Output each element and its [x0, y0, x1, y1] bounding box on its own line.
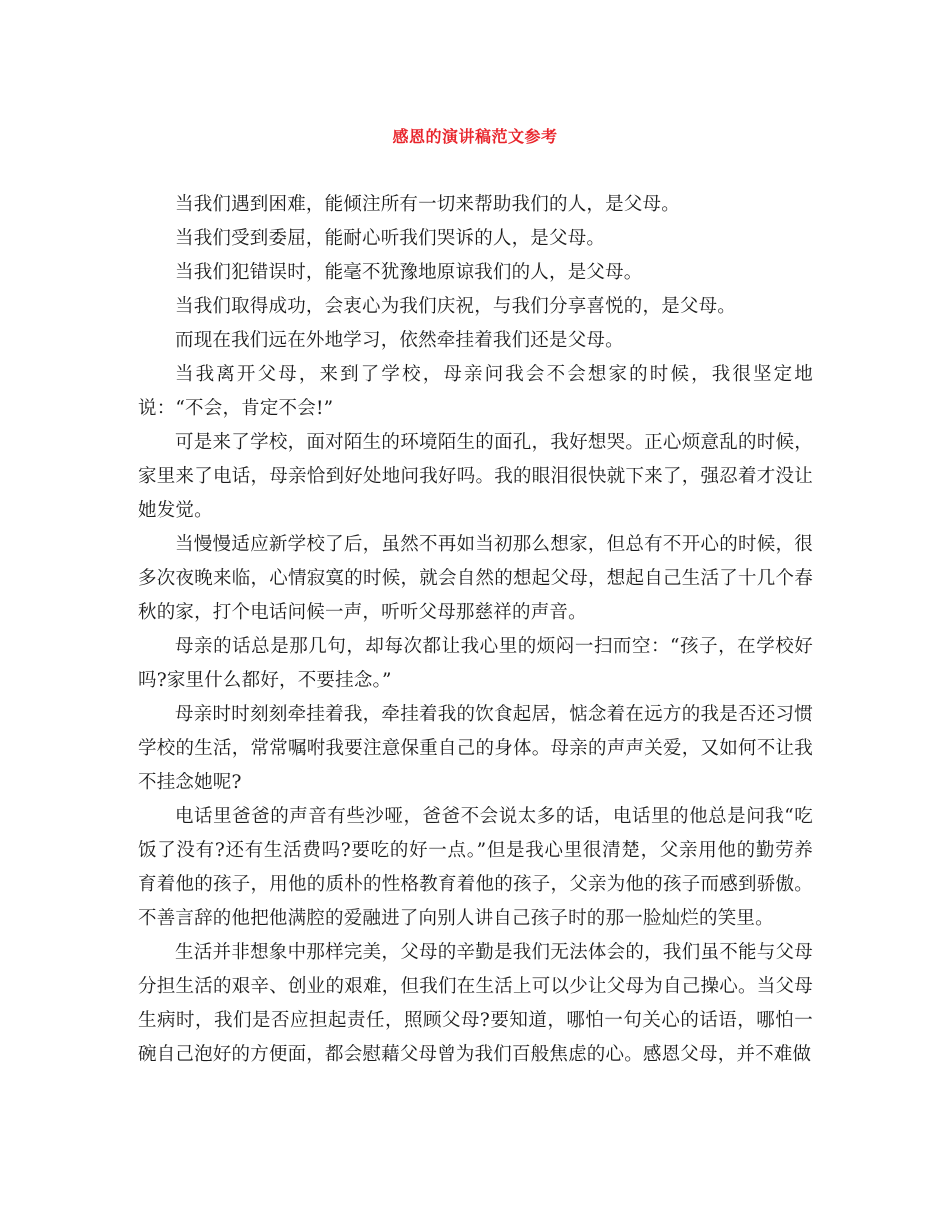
document-body	[138, 188, 813, 1072]
paragraph-8: 当慢慢适应新学校了后，虽然不再如当初那么想家，但总有不开心的时候，很多次夜晚来临，心情寂寞的时候，就会自然的想起父母，想起自己生活了十几个春秋的家，打个电话问候一声，听听父母那慈祥的声音。	[138, 534, 813, 623]
page-title: 感恩的演讲稿范文参考	[392, 127, 558, 146]
paragraph-4: 当我们取得成功，会衷心为我们庆祝，与我们分享喜悦的，是父母。	[175, 296, 737, 317]
paragraph-10: 母亲时时刻刻牵挂着我，牵挂着我的饮食起居，惦念着在远方的我是否还习惯学校的生活，常常嘱咐我要注意保重自己的身体。母亲的声声关爱，又如何不让我不挂念她呢?	[138, 704, 813, 793]
paragraph-1: 当我们遇到困难，能倾注所有一切来帮助我们的人，是父母。	[175, 194, 680, 215]
paragraph-12: 生活并非想象中那样完美，父母的辛勤是我们无法体会的，我们虽不能与父母分担生活的艰辛、创业的艰难，但我们在生活上可以少让父母为自己操心。当父母生病时，我们是否应担起责任，照顾父母?要知道，哪怕一句关心的话语，哪怕一碗自己泡好的方便面，都会慰藉父母曾为我们百般焦虑的心。感恩父母，并不难做	[138, 942, 813, 1065]
paragraph-7: 可是来了学校，面对陌生的环境陌生的面孔，我好想哭。正心烦意乱的时候，家里来了电话，母亲恰到好处地问我好吗。我的眼泪很快就下来了，强忍着才没让她发觉。	[138, 432, 813, 521]
paragraph-2: 当我们受到委屈，能耐心听我们哭诉的人，是父母。	[175, 228, 606, 249]
paragraph-3: 当我们犯错误时，能毫不犹豫地原谅我们的人，是父母。	[175, 262, 643, 283]
paragraph-5: 而现在我们远在外地学习，依然牵挂着我们还是父母。	[175, 330, 624, 351]
paragraph-6: 当我离开父母，来到了学校，母亲问我会不会想家的时候，我很坚定地说：“不会，肯定不会!”	[138, 364, 813, 419]
paragraph-11: 电话里爸爸的声音有些沙哑，爸爸不会说太多的话，电话里的他总是问我“吃饭了没有?还有生活费吗?要吃的好一点。”但是我心里很清楚，父亲用他的勤劳养育着他的孩子，用他的质朴的性格教育着他的孩子，父亲为他的孩子而感到骄傲。不善言辞的他把他满腔的爱融进了向别人讲自己孩子时的那一脸灿烂的笑里。	[138, 806, 813, 929]
paragraph-9: 母亲的话总是那几句，却每次都让我心里的烦闷一扫而空：“孩子，在学校好吗?家里什么都好，不要挂念。”	[138, 636, 813, 691]
